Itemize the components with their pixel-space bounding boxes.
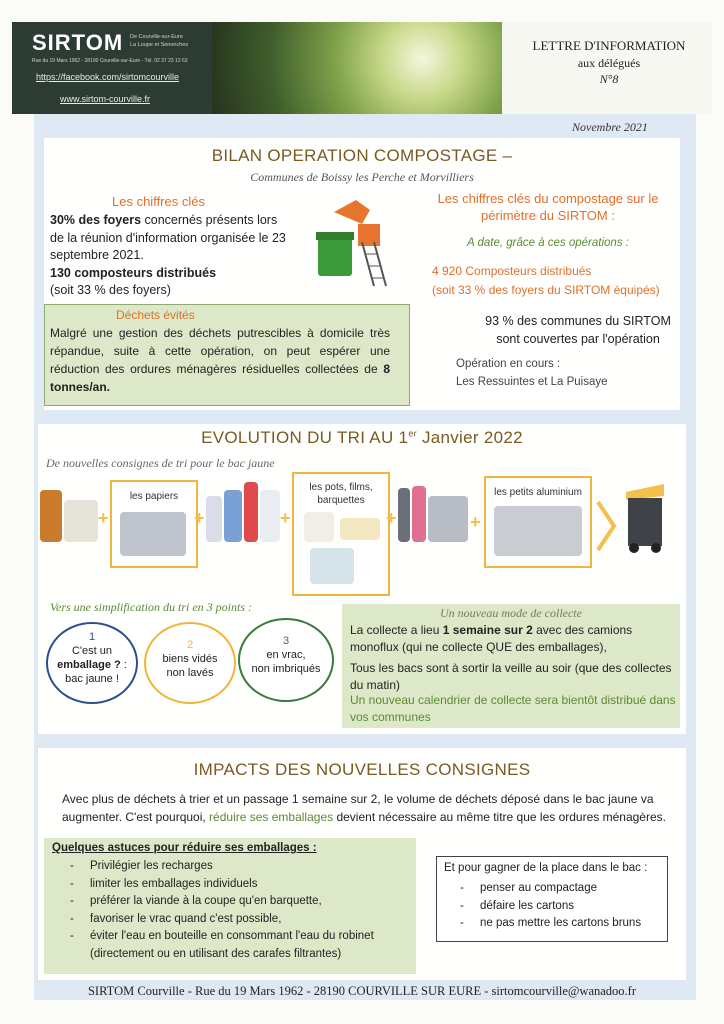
- film-icon: [310, 548, 354, 584]
- issue-date: Novembre 2021: [572, 120, 648, 134]
- carton-icon: [64, 500, 98, 542]
- papers-label: les papiers: [129, 491, 179, 502]
- plus-icon: +: [280, 508, 291, 528]
- ongoing-label: Opération en cours :: [456, 358, 561, 370]
- address-line: Rue du 19 Mars 1962 - 28190 Courville-sur-Eure - Tél. 02 37 23 12 63: [32, 58, 188, 64]
- ongoing-places: Les Ressuintes et La Puisaye: [456, 376, 608, 388]
- bottle-icon: [260, 490, 280, 542]
- letter-title: LETTRE D'INFORMATION: [532, 38, 686, 53]
- simplification-title: Vers une simplification du tri en 3 points :: [50, 600, 252, 614]
- tip-item: - éviter l'eau en bouteille en consommant l'eau du robinet (directement ou en utilisant des carafes filtrantes): [56, 928, 412, 963]
- can-icon: [412, 486, 426, 542]
- avoided-waste-title: Déchets évités: [116, 308, 195, 322]
- collection-mode-p1: La collecte a lieu 1 semaine sur 2 avec des camions monoflux (qui ne collecte QUE des emballages),: [350, 623, 633, 654]
- tips-title: Quelques astuces pour réduire ses emballages :: [52, 842, 317, 854]
- collection-mode-p3: Un nouveau calendrier de collecte sera bientôt distribué dans vos communes: [350, 693, 676, 724]
- point-3-circle: 3 en vrac, non imbriqués: [238, 618, 334, 702]
- logo-sub-1: De Courville-sur-Eure: [130, 34, 183, 40]
- papers-box: [110, 480, 198, 568]
- plus-icon: +: [386, 508, 397, 528]
- tip-item: - limiter les emballages individuels: [56, 876, 412, 894]
- newspaper-icon: [120, 512, 186, 556]
- avoided-waste-text: Malgré une gestion des déchets putrescibles à domicile très répandue, suite à cette opération, on peut espérer une réduction des ordures ménagères résiduelles collectées de 8 tonnes/an.: [50, 326, 390, 394]
- composter-illustration: [312, 194, 392, 290]
- yellow-bin-icon: [622, 482, 668, 554]
- tip-item: - Privilégier les recharges: [56, 858, 412, 876]
- tip-item: - préférer la viande à la coupe qu'en barquette,: [56, 893, 412, 911]
- letter-subtitle: aux délégués: [577, 56, 641, 70]
- compostage-title: BILAN OPERATION COMPOSTAGE –: [211, 146, 513, 165]
- stat-composters: 130 composteurs distribués: [50, 265, 217, 280]
- letter-title-area: [502, 22, 712, 114]
- perimeter-date: A date, grâce à ces opérations :: [467, 237, 629, 249]
- tips-list: [56, 858, 412, 963]
- key-figures-title: Les chiffres clés: [112, 194, 205, 209]
- perimeter-composters: 4 920 Composteurs distribués: [432, 264, 592, 278]
- bottle-icon: [224, 490, 242, 542]
- tray-icon: [340, 518, 380, 540]
- logo: SIRTOM: [32, 30, 124, 55]
- space-item: - défaire les cartons: [446, 898, 666, 916]
- facebook-link[interactable]: https://facebook.com/sirtomcourville: [36, 72, 180, 82]
- space-item: - ne pas mettre les cartons bruns: [446, 915, 666, 933]
- pots-box: [292, 472, 390, 596]
- logo-sub-2: La Loupe et Senonches: [130, 42, 189, 48]
- tri-subtitle: De nouvelles consignes de tri pour le bac jaune: [46, 456, 275, 470]
- footer-address: SIRTOM Courville - Rue du 19 Mars 1962 - 28190 COURVILLE SUR EURE - sirtomcourville@wanadoo.fr: [87, 984, 637, 998]
- cereal-box-icon: [40, 490, 62, 542]
- website-link[interactable]: www.sirtom-courville.fr: [60, 94, 151, 104]
- header-banner: [12, 22, 712, 114]
- space-item: - penser au compactage: [446, 880, 666, 898]
- aluminium-label: les petits aluminium: [494, 487, 582, 498]
- perimeter-title: Les chiffres clés du compostage sur le périmètre du SIRTOM :: [437, 191, 659, 223]
- can-icon: [398, 488, 410, 542]
- pots-label: les pots, films, barquettes: [309, 482, 373, 506]
- arrow-icon: [594, 496, 620, 556]
- space-list: [446, 880, 666, 933]
- aluminium-box: [484, 476, 592, 568]
- bottle-icon: [206, 496, 222, 542]
- collection-mode-p2: Tous les bacs sont à sortir la veille au soir (que des collectes du matin): [350, 661, 672, 692]
- compostage-subtitle: Communes de Boissy les Perche et Morvilliers: [250, 170, 474, 184]
- key-figures-text: [50, 212, 294, 300]
- tip-item: - favoriser le vrac quand c'est possible,: [56, 911, 412, 929]
- aluminium-icon: [494, 506, 582, 556]
- plus-icon: +: [194, 508, 205, 528]
- plus-icon: +: [470, 512, 481, 532]
- point-1-circle: 1 C'est un emballage ? : bac jaune !: [46, 622, 138, 704]
- tri-title: EVOLUTION DU TRI AU 1er Janvier 2022: [201, 428, 523, 447]
- stat-households: 30% des foyers: [50, 213, 142, 227]
- letter-number: N°8: [599, 72, 619, 86]
- impacts-title: IMPACTS DES NOUVELLES CONSIGNES: [193, 760, 531, 779]
- plus-icon: +: [98, 508, 109, 528]
- pot-icon: [304, 512, 334, 542]
- can-icon: [428, 496, 468, 542]
- perimeter-communes: 93 % des communes du SIRTOM sont couvertes par l'opération: [485, 314, 671, 346]
- space-title: Et pour gagner de la place dans le bac :: [444, 862, 648, 874]
- perimeter-households: (soit 33 % des foyers du SIRTOM équipés): [432, 283, 660, 297]
- point-2-circle: 2 biens vidés non lavés: [144, 622, 236, 704]
- bottle-icon: [244, 482, 258, 542]
- stat-households-detail: concernés présents lors de la réunion d'information organisée le 23 septembre 2021.: [50, 213, 286, 262]
- tree-photo: [212, 22, 512, 114]
- collection-mode-title: Un nouveau mode de collecte: [440, 606, 582, 620]
- impacts-intro: Avec plus de déchets à trier et un passage 1 semaine sur 2, le volume de déchets déposé dans le bac jaune va augmenter. C'est pourquoi, réduire ses emballages devient nécessaire au même titre que les ordures ménagères.: [62, 792, 666, 824]
- stat-composters-detail: (soit 33 % des foyers): [50, 283, 171, 297]
